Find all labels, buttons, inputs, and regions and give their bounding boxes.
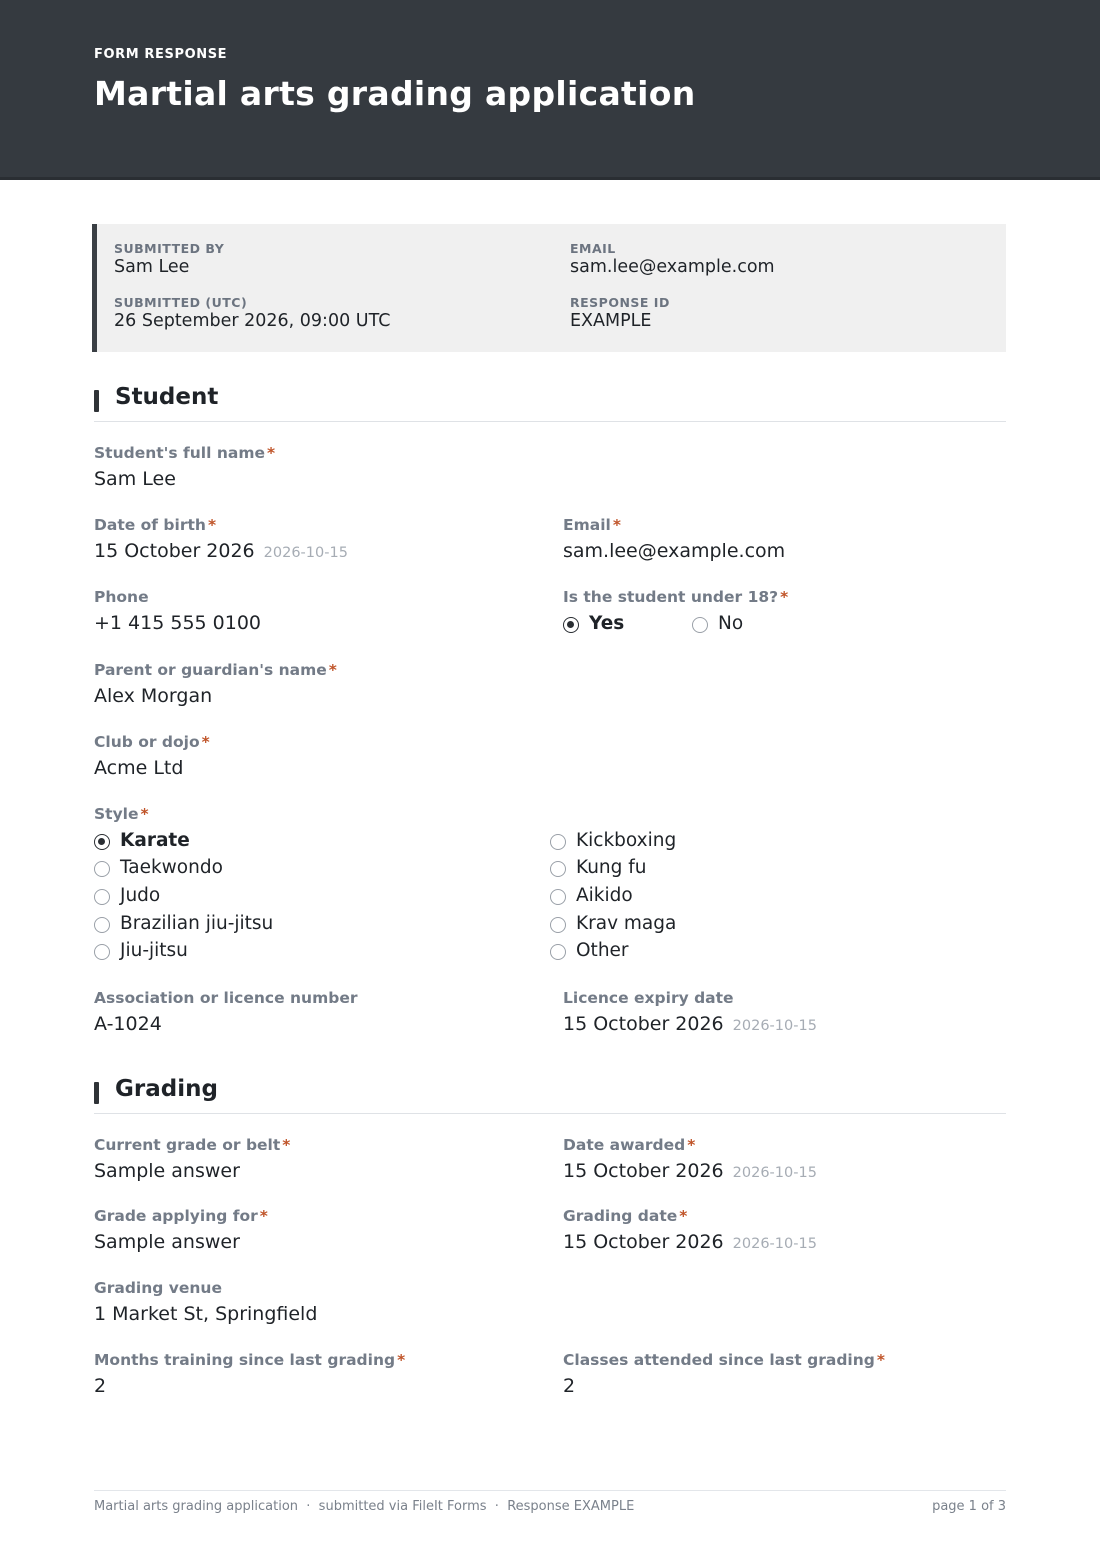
- field-label: Date of birth *: [94, 516, 217, 534]
- radio-unselected-icon: [692, 617, 708, 633]
- radio-unselected-icon: [94, 861, 110, 877]
- field-label: Current grade or belt *: [94, 1136, 291, 1154]
- radio-selected-icon: [563, 617, 579, 633]
- page-header: [0, 0, 1100, 180]
- field-label: Months training since last grading *: [94, 1351, 406, 1369]
- page-title: Martial arts grading application: [94, 74, 696, 113]
- section-student: [94, 384, 1006, 422]
- email-value: sam.lee@example.com: [570, 257, 775, 277]
- field-style: [94, 805, 149, 823]
- field-label: Email *: [563, 516, 621, 534]
- field-phone: [94, 588, 261, 634]
- radio-unselected-icon: [550, 889, 566, 905]
- field-value: Alex Morgan: [94, 685, 213, 707]
- radio-selected-icon: [94, 834, 110, 850]
- field-classes-attended: [563, 1351, 885, 1397]
- iso-date: 2026-10-15: [263, 545, 348, 561]
- radio-style-other[interactable]: [550, 940, 629, 961]
- required-marker: *: [679, 1207, 688, 1225]
- required-marker: *: [397, 1351, 406, 1369]
- radio-style-aikido[interactable]: [550, 885, 633, 906]
- email-label: EMAIL: [570, 241, 616, 256]
- radio-label: Jiu-jitsu: [120, 940, 188, 961]
- response-id-label: RESPONSE ID: [570, 295, 670, 310]
- radio-style-jiu-jitsu[interactable]: [94, 940, 188, 961]
- required-marker: *: [687, 1136, 696, 1154]
- field-label: Grade applying for *: [94, 1207, 268, 1225]
- field-label: Licence expiry date: [563, 989, 734, 1007]
- required-marker: *: [201, 733, 210, 751]
- field-full-name: [94, 444, 275, 490]
- field-licence-number: [94, 989, 357, 1035]
- required-marker: *: [876, 1351, 885, 1369]
- field-value: Sam Lee: [94, 468, 176, 490]
- radio-unselected-icon: [550, 944, 566, 960]
- field-label: Is the student under 18? *: [563, 588, 789, 606]
- field-value: 15 October 2026 2026-10-15: [563, 1160, 817, 1182]
- radio-style-kickboxing[interactable]: [550, 830, 676, 851]
- field-label: Parent or guardian's name *: [94, 661, 337, 679]
- section-grading: [94, 1076, 1006, 1114]
- submitted-utc-value: 26 September 2026, 09:00 UTC: [114, 311, 391, 331]
- radio-label: Kung fu: [576, 857, 647, 878]
- field-months-training: [94, 1351, 405, 1397]
- submitted-utc: [114, 295, 390, 331]
- submitted-by: [114, 241, 224, 277]
- submitted-utc-label: SUBMITTED (UTC): [114, 295, 248, 310]
- field-current-grade: [94, 1136, 290, 1182]
- field-label: Club or dojo *: [94, 733, 210, 751]
- field-under-18: [563, 588, 788, 606]
- field-club: [94, 733, 210, 779]
- radio-unselected-icon: [550, 861, 566, 877]
- required-marker: *: [612, 516, 621, 534]
- required-marker: *: [282, 1136, 291, 1154]
- field-label: Phone: [94, 588, 149, 606]
- radio-label: Other: [576, 940, 629, 961]
- radio-style-karate[interactable]: [94, 830, 190, 851]
- field-grade-applying-for: [94, 1207, 268, 1253]
- radio-label: Aikido: [576, 885, 633, 906]
- field-label: Association or licence number: [94, 989, 358, 1007]
- radio-style-kung-fu[interactable]: [550, 857, 647, 878]
- field-value: Acme Ltd: [94, 757, 184, 779]
- section-heading-student: Student: [115, 384, 219, 410]
- field-value: 1 Market St, Springfield: [94, 1303, 318, 1325]
- iso-date: 2026-10-15: [732, 1165, 817, 1181]
- field-value: 15 October 2026 2026-10-15: [563, 1231, 817, 1253]
- field-value: +1 415 555 0100: [94, 612, 262, 634]
- field-guardian-name: [94, 661, 337, 707]
- field-value: sam.lee@example.com: [563, 540, 786, 562]
- submitted-by-label: SUBMITTED BY: [114, 241, 225, 256]
- section-heading-grading: Grading: [115, 1076, 218, 1102]
- field-value: 15 October 2026 2026-10-15: [94, 540, 348, 562]
- field-label: Classes attended since last grading *: [563, 1351, 885, 1369]
- field-value: 2: [563, 1375, 576, 1397]
- submitted-by-value: Sam Lee: [114, 257, 190, 277]
- field-label: Style *: [94, 805, 149, 823]
- radio-unselected-icon: [94, 889, 110, 905]
- page-number: page 1 of 3: [932, 1499, 1006, 1514]
- field-label: Date awarded *: [563, 1136, 696, 1154]
- response-id-value: EXAMPLE: [570, 311, 652, 331]
- radio-style-krav-maga[interactable]: [550, 913, 676, 934]
- radio-label: Taekwondo: [120, 857, 223, 878]
- radio-label: Brazilian jiu-jitsu: [120, 913, 274, 934]
- field-date-awarded: [563, 1136, 817, 1182]
- radio-style-judo[interactable]: [94, 885, 160, 906]
- radio-label: No: [718, 613, 744, 634]
- required-marker: *: [259, 1207, 268, 1225]
- response-id: [570, 295, 670, 331]
- field-value: A-1024: [94, 1013, 162, 1035]
- required-marker: *: [207, 516, 217, 534]
- field-grading-venue: [94, 1279, 317, 1325]
- field-email: [563, 516, 785, 562]
- required-marker: *: [780, 588, 789, 606]
- section-marker: [94, 390, 99, 412]
- radio-unselected-icon: [550, 834, 566, 850]
- radio-style-taekwondo[interactable]: [94, 857, 223, 878]
- field-value: 2: [94, 1375, 107, 1397]
- required-marker: *: [140, 805, 149, 823]
- radio-label: Kickboxing: [576, 830, 677, 851]
- radio-style-brazilian-jiu-jitsu[interactable]: [94, 913, 273, 934]
- iso-date: 2026-10-15: [732, 1236, 817, 1252]
- field-licence-expiry: [563, 989, 817, 1035]
- footer-info: Martial arts grading application · submitted via FileIt Forms · Response EXAMPLE: [94, 1499, 635, 1514]
- iso-date: 2026-10-15: [732, 1018, 817, 1034]
- field-date-of-birth: [94, 516, 348, 562]
- submission-meta: [92, 224, 1006, 352]
- field-label: Grading date *: [563, 1207, 688, 1225]
- submitter-email: [570, 241, 775, 277]
- radio-unselected-icon: [550, 917, 566, 933]
- required-marker: *: [328, 661, 337, 679]
- field-grading-date: [563, 1207, 817, 1253]
- field-label: Student's full name *: [94, 444, 276, 462]
- radio-unselected-icon: [94, 944, 110, 960]
- radio-unselected-icon: [94, 917, 110, 933]
- form-response-kicker: FORM RESPONSE: [94, 47, 228, 62]
- field-value: 15 October 2026 2026-10-15: [563, 1013, 817, 1035]
- required-marker: *: [266, 444, 276, 462]
- field-value: Sample answer: [94, 1160, 240, 1182]
- radio-label: Karate: [120, 830, 190, 851]
- page-footer: [94, 1490, 1006, 1514]
- radio-label: Judo: [120, 885, 161, 906]
- section-marker: [94, 1082, 99, 1104]
- radio-under-18-no[interactable]: [692, 613, 743, 634]
- field-value: Sample answer: [94, 1231, 240, 1253]
- radio-label: Yes: [589, 613, 625, 634]
- radio-under-18-yes[interactable]: [563, 613, 624, 634]
- field-label: Grading venue: [94, 1279, 222, 1297]
- radio-label: Krav maga: [576, 913, 677, 934]
